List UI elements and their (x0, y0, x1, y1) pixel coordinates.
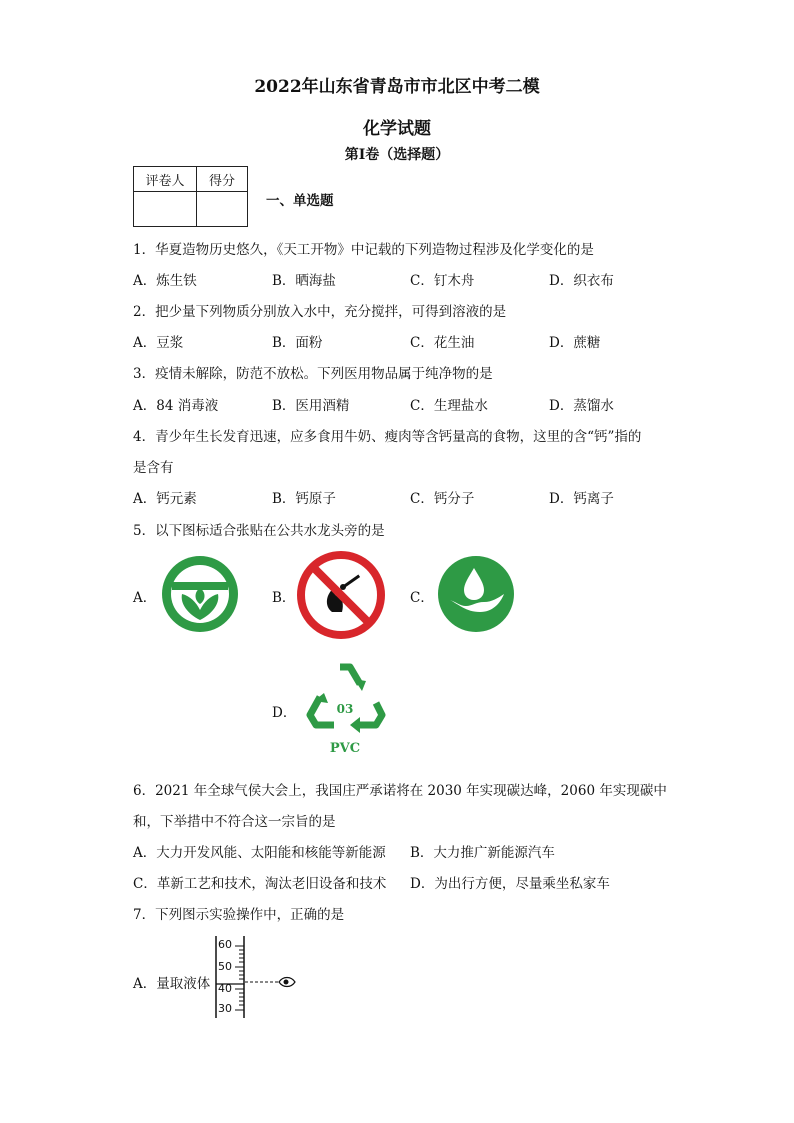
recycle-symbol-icon (302, 657, 392, 737)
question-3-option-d: D．蒸馏水 (549, 398, 614, 414)
question-5-stem: 5．以下图标适合张贴在公共水龙头旁的是 (133, 523, 385, 539)
question-3-option-b: B．医用酒精 (272, 398, 350, 414)
question-4-option-c: C．钙分子 (410, 491, 475, 507)
water-saving-sign-icon (436, 554, 516, 634)
question-6-stem-continued: 和，下举措中不符合这一宗旨的是 (133, 814, 336, 830)
question-4-stem-continued: 是含有 (133, 460, 174, 476)
question-6-option-b: B．大力推广新能源汽车 (410, 845, 555, 861)
question-2-option-a: A．豆浆 (133, 335, 184, 351)
question-7-option-a: A．量取液体 (133, 976, 211, 992)
tick-label-50: 50 (218, 960, 232, 973)
question-2-option-c: C．花生油 (410, 335, 475, 351)
question-6-option-c: C．革新工艺和技术，淘汰老旧设备和技术 (133, 876, 387, 892)
question-4-stem: 4．青少年生长发育迅速，应多食用牛奶、瘦肉等含钙量高的食物，这里的含“钙”指的 (133, 429, 642, 445)
question-4-option-d: D．钙离子 (549, 491, 614, 507)
score-table-grader-header: 评卷人 (134, 167, 197, 192)
graduated-cylinder (213, 934, 247, 1018)
recycle-label: PVC (329, 741, 361, 756)
question-5-option-b: B． (272, 590, 296, 606)
eye-sightline-icon (245, 974, 297, 990)
green-food-logo-icon (160, 554, 240, 634)
no-fire-sign-icon (296, 550, 386, 640)
section-title: 一、单选题 (266, 193, 334, 209)
question-6-option-d: D．为出行方便，尽量乘坐私家车 (410, 876, 610, 892)
volume-title: 第I卷（选择题） (344, 147, 450, 163)
question-1-option-d: D．织衣布 (549, 273, 614, 289)
question-5-option-d: D． (272, 705, 297, 721)
question-2-option-b: B．面粉 (272, 335, 323, 351)
question-4-option-b: B．钙原子 (272, 491, 336, 507)
tick-label-60: 60 (218, 938, 232, 951)
question-1-option-b: B．晒海盐 (272, 273, 336, 289)
question-2-option-d: D．蔗糖 (549, 335, 601, 351)
question-3-option-a: A．84 消毒液 (133, 398, 219, 414)
score-table-score-header: 得分 (197, 167, 248, 192)
question-2-stem: 2．把少量下列物质分别放入水中，充分搅拌，可得到溶液的是 (133, 304, 507, 320)
question-1-option-a: A．炼生铁 (133, 273, 197, 289)
score-table (133, 166, 248, 227)
recycle-number: 03 (336, 702, 354, 716)
question-5-option-c: C． (410, 590, 434, 606)
question-5-option-a: A． (133, 590, 157, 606)
tick-label-40: 40 (218, 982, 232, 995)
question-3-option-c: C．生理盐水 (410, 398, 488, 414)
question-6-option-a: A．大力开发风能、太阳能和核能等新能源 (133, 845, 386, 861)
question-6-stem: 6．2021 年全球气侯大会上，我国庄严承诺将在 2030 年实现碳达峰，2060 年实现碳中 (133, 783, 667, 799)
score-table-score-cell (197, 192, 248, 227)
exam-title: 2022年山东省青岛市市北区中考二模 (254, 77, 540, 97)
score-table-grader-cell (134, 192, 197, 227)
question-1-stem: 1．华夏造物历史悠久，《天工开物》中记载的下列造物过程涉及化学变化的是 (133, 242, 594, 258)
question-7-stem: 7．下列图示实验操作中，正确的是 (133, 907, 345, 923)
question-3-stem: 3．疫情未解除，防范不放松。下列医用物品属于纯净物的是 (133, 366, 493, 382)
exam-subtitle: 化学试题 (363, 119, 431, 139)
question-4-option-a: A．钙元素 (133, 491, 197, 507)
question-1-option-c: C．钉木舟 (410, 273, 475, 289)
tick-label-30: 30 (218, 1002, 232, 1015)
